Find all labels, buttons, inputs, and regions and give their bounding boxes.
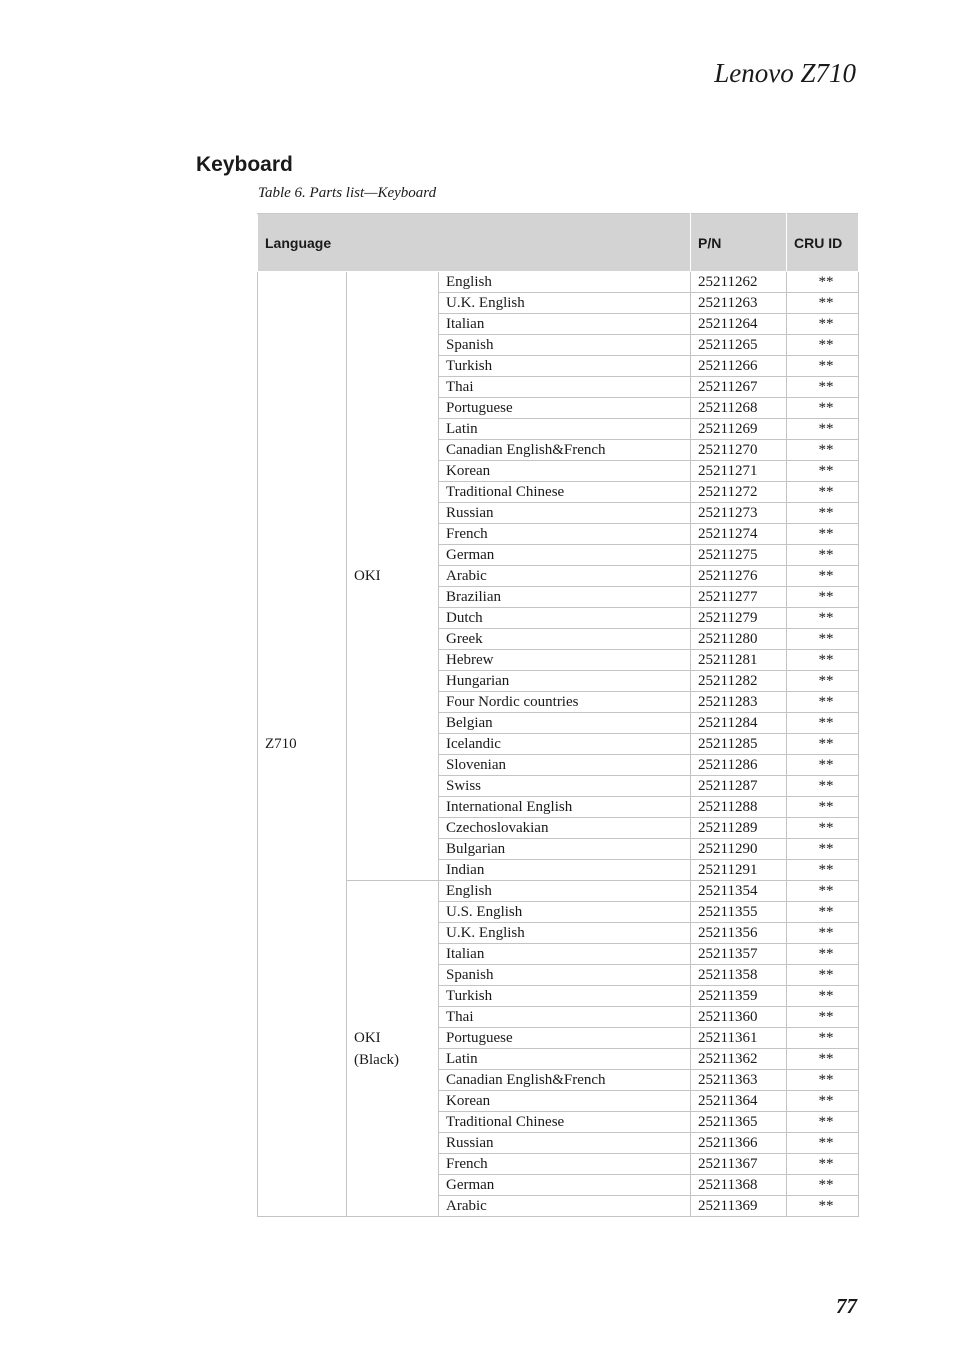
part-number-cell: 25211279 (691, 608, 787, 629)
cru-id-cell: ** (787, 839, 859, 860)
cru-id-cell: ** (787, 482, 859, 503)
language-cell: Russian (439, 1133, 691, 1154)
cru-id-cell: ** (787, 524, 859, 545)
cru-id-cell: ** (787, 1154, 859, 1175)
cru-id-cell: ** (787, 1196, 859, 1217)
cru-id-cell: ** (787, 944, 859, 965)
part-number-cell: 25211268 (691, 398, 787, 419)
language-cell: Dutch (439, 608, 691, 629)
part-number-cell: 25211273 (691, 503, 787, 524)
language-cell: Spanish (439, 965, 691, 986)
part-number-cell: 25211265 (691, 335, 787, 356)
language-cell: Italian (439, 944, 691, 965)
vendor-label: (Black) (354, 1051, 399, 1068)
cru-id-cell: ** (787, 629, 859, 650)
language-cell: Spanish (439, 335, 691, 356)
cru-id-cell: ** (787, 818, 859, 839)
part-number-cell: 25211275 (691, 545, 787, 566)
cru-id-cell: ** (787, 1133, 859, 1154)
part-number-cell: 25211270 (691, 440, 787, 461)
part-number-cell: 25211364 (691, 1091, 787, 1112)
part-number-cell: 25211274 (691, 524, 787, 545)
language-cell: French (439, 1154, 691, 1175)
cru-id-cell: ** (787, 314, 859, 335)
cru-id-cell: ** (787, 440, 859, 461)
table-caption: Table 6. Parts list—Keyboard (258, 185, 437, 201)
language-cell: French (439, 524, 691, 545)
language-cell: Icelandic (439, 734, 691, 755)
language-cell: Slovenian (439, 755, 691, 776)
language-cell: Belgian (439, 713, 691, 734)
part-number-cell: 25211365 (691, 1112, 787, 1133)
cru-id-cell: ** (787, 587, 859, 608)
part-number-cell: 25211283 (691, 692, 787, 713)
language-cell: U.S. English (439, 902, 691, 923)
language-cell: German (439, 1175, 691, 1196)
cru-id-cell: ** (787, 650, 859, 671)
part-number-cell: 25211271 (691, 461, 787, 482)
part-number-cell: 25211276 (691, 566, 787, 587)
cru-id-cell: ** (787, 1175, 859, 1196)
part-number-cell: 25211357 (691, 944, 787, 965)
language-cell: Bulgarian (439, 839, 691, 860)
language-cell: Portuguese (439, 1028, 691, 1049)
cru-id-cell: ** (787, 377, 859, 398)
language-cell: Thai (439, 377, 691, 398)
running-header: Lenovo Z710 (714, 58, 856, 88)
cru-id-cell: ** (787, 734, 859, 755)
language-cell: Indian (439, 860, 691, 881)
part-number-cell: 25211356 (691, 923, 787, 944)
part-number-cell: 25211354 (691, 881, 787, 902)
model-cell: Z710 (258, 272, 347, 1217)
part-number-cell: 25211361 (691, 1028, 787, 1049)
part-number-cell: 25211369 (691, 1196, 787, 1217)
cru-id-cell: ** (787, 545, 859, 566)
cru-id-cell: ** (787, 1007, 859, 1028)
part-number-cell: 25211358 (691, 965, 787, 986)
cru-id-cell: ** (787, 923, 859, 944)
part-number-cell: 25211264 (691, 314, 787, 335)
part-number-cell: 25211289 (691, 818, 787, 839)
language-cell: English (439, 272, 691, 293)
cru-id-cell: ** (787, 776, 859, 797)
part-number-cell: 25211368 (691, 1175, 787, 1196)
vendor-cell (347, 272, 439, 881)
part-number-cell: 25211282 (691, 671, 787, 692)
cru-id-cell: ** (787, 566, 859, 587)
part-number-cell: 25211263 (691, 293, 787, 314)
part-number-cell: 25211290 (691, 839, 787, 860)
cru-id-cell: ** (787, 965, 859, 986)
table-row (258, 272, 859, 293)
column-header-cru-id: CRU ID (787, 214, 859, 272)
table-header-row (258, 214, 859, 272)
language-cell: Arabic (439, 1196, 691, 1217)
cru-id-cell: ** (787, 1049, 859, 1070)
language-cell: German (439, 545, 691, 566)
part-number-cell: 25211285 (691, 734, 787, 755)
part-number-cell: 25211362 (691, 1049, 787, 1070)
language-cell: Canadian English&French (439, 440, 691, 461)
language-cell: Four Nordic countries (439, 692, 691, 713)
cru-id-cell: ** (787, 860, 859, 881)
language-cell: Traditional Chinese (439, 482, 691, 503)
cru-id-cell: ** (787, 902, 859, 923)
cru-id-cell: ** (787, 692, 859, 713)
part-number-cell: 25211272 (691, 482, 787, 503)
cru-id-cell: ** (787, 335, 859, 356)
language-cell: Arabic (439, 566, 691, 587)
cru-id-cell: ** (787, 419, 859, 440)
part-number-cell: 25211288 (691, 797, 787, 818)
table-body (258, 272, 859, 1217)
part-number-cell: 25211360 (691, 1007, 787, 1028)
language-cell: U.K. English (439, 923, 691, 944)
cru-id-cell: ** (787, 1112, 859, 1133)
part-number-cell: 25211363 (691, 1070, 787, 1091)
language-cell: Hebrew (439, 650, 691, 671)
cru-id-cell: ** (787, 293, 859, 314)
part-number-cell: 25211286 (691, 755, 787, 776)
cru-id-cell: ** (787, 713, 859, 734)
part-number-cell: 25211355 (691, 902, 787, 923)
part-number-cell: 25211281 (691, 650, 787, 671)
part-number-cell: 25211277 (691, 587, 787, 608)
column-header-language: Language (258, 214, 691, 272)
language-cell: Turkish (439, 356, 691, 377)
part-number-cell: 25211287 (691, 776, 787, 797)
part-number-cell: 25211359 (691, 986, 787, 1007)
vendor-label: OKI (354, 1029, 381, 1046)
language-cell: Czechoslovakian (439, 818, 691, 839)
cru-id-cell: ** (787, 398, 859, 419)
section-title: Keyboard (196, 153, 293, 176)
vendor-label: OKI (354, 568, 381, 584)
part-number-cell: 25211266 (691, 356, 787, 377)
language-cell: Canadian English&French (439, 1070, 691, 1091)
language-cell: Swiss (439, 776, 691, 797)
cru-id-cell: ** (787, 986, 859, 1007)
cru-id-cell: ** (787, 755, 859, 776)
cru-id-cell: ** (787, 1028, 859, 1049)
part-number-cell: 25211262 (691, 272, 787, 293)
language-cell: Italian (439, 314, 691, 335)
language-cell: International English (439, 797, 691, 818)
language-cell: Latin (439, 1049, 691, 1070)
language-cell: Turkish (439, 986, 691, 1007)
cru-id-cell: ** (787, 272, 859, 293)
table-row (258, 881, 859, 902)
parts-table (257, 213, 859, 1217)
part-number-cell: 25211291 (691, 860, 787, 881)
page-number: 77 (836, 1294, 857, 1318)
part-number-cell: 25211269 (691, 419, 787, 440)
language-cell: Traditional Chinese (439, 1112, 691, 1133)
language-cell: Latin (439, 419, 691, 440)
cru-id-cell: ** (787, 797, 859, 818)
part-number-cell: 25211280 (691, 629, 787, 650)
part-number-cell: 25211284 (691, 713, 787, 734)
cru-id-cell: ** (787, 356, 859, 377)
cru-id-cell: ** (787, 671, 859, 692)
cru-id-cell: ** (787, 608, 859, 629)
language-cell: Hungarian (439, 671, 691, 692)
language-cell: English (439, 881, 691, 902)
cru-id-cell: ** (787, 461, 859, 482)
vendor-cell (347, 881, 439, 1217)
cru-id-cell: ** (787, 1091, 859, 1112)
part-number-cell: 25211366 (691, 1133, 787, 1154)
language-cell: Korean (439, 1091, 691, 1112)
cru-id-cell: ** (787, 881, 859, 902)
cru-id-cell: ** (787, 1070, 859, 1091)
language-cell: Brazilian (439, 587, 691, 608)
cru-id-cell: ** (787, 503, 859, 524)
column-header-pn: P/N (691, 214, 787, 272)
language-cell: Russian (439, 503, 691, 524)
language-cell: Korean (439, 461, 691, 482)
language-cell: Greek (439, 629, 691, 650)
part-number-cell: 25211367 (691, 1154, 787, 1175)
language-cell: U.K. English (439, 293, 691, 314)
part-number-cell: 25211267 (691, 377, 787, 398)
language-cell: Portuguese (439, 398, 691, 419)
language-cell: Thai (439, 1007, 691, 1028)
